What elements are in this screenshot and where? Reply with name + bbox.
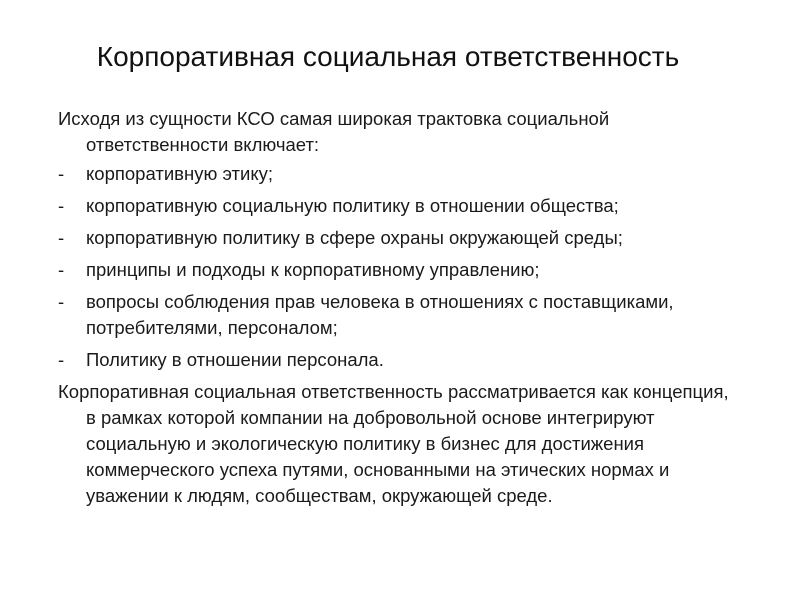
bullet-dash-icon: - [58, 291, 65, 312]
list-item [58, 289, 738, 341]
list-item-text: Политику в отношении персонала. [86, 349, 384, 370]
list-item-text: вопросы соблюдения прав человека в отношениях с поставщиками, потребителями, персоналом; [86, 291, 674, 338]
bullet-dash-icon: - [58, 195, 65, 216]
list-item [58, 193, 738, 219]
list-item [58, 347, 738, 373]
list-item [58, 161, 738, 187]
conclusion-paragraph: Корпоративная социальная ответственность рассматривается как концепция, в рамках которой компании на добровольной основе интегрируют социальную и экологическую политику в бизнес для достижения коммерческого успеха путями, основанными на этических нормах и уважении к людям, сообществам, окружающей среде. [58, 381, 729, 506]
list-item-text: корпоративную этику; [86, 163, 274, 184]
slide-title: Корпоративная социальная ответственность [96, 41, 680, 72]
bullet-dash-icon: - [58, 259, 65, 280]
intro-paragraph: Исходя из сущности КСО самая широкая трактовка социальной ответственности включает: [58, 108, 610, 155]
bullet-list [58, 161, 738, 373]
bullet-dash-icon: - [58, 349, 65, 370]
list-item-text: корпоративную политику в сфере охраны окружающей среды; [86, 227, 623, 248]
bullet-dash-icon: - [58, 163, 65, 184]
slide-body [58, 106, 738, 509]
list-item [58, 225, 738, 251]
list-item-text: корпоративную социальную политику в отношении общества; [86, 195, 619, 216]
list-item-text: принципы и подходы к корпоративному управлению; [86, 259, 540, 280]
list-item [58, 257, 738, 283]
bullet-dash-icon: - [58, 227, 65, 248]
